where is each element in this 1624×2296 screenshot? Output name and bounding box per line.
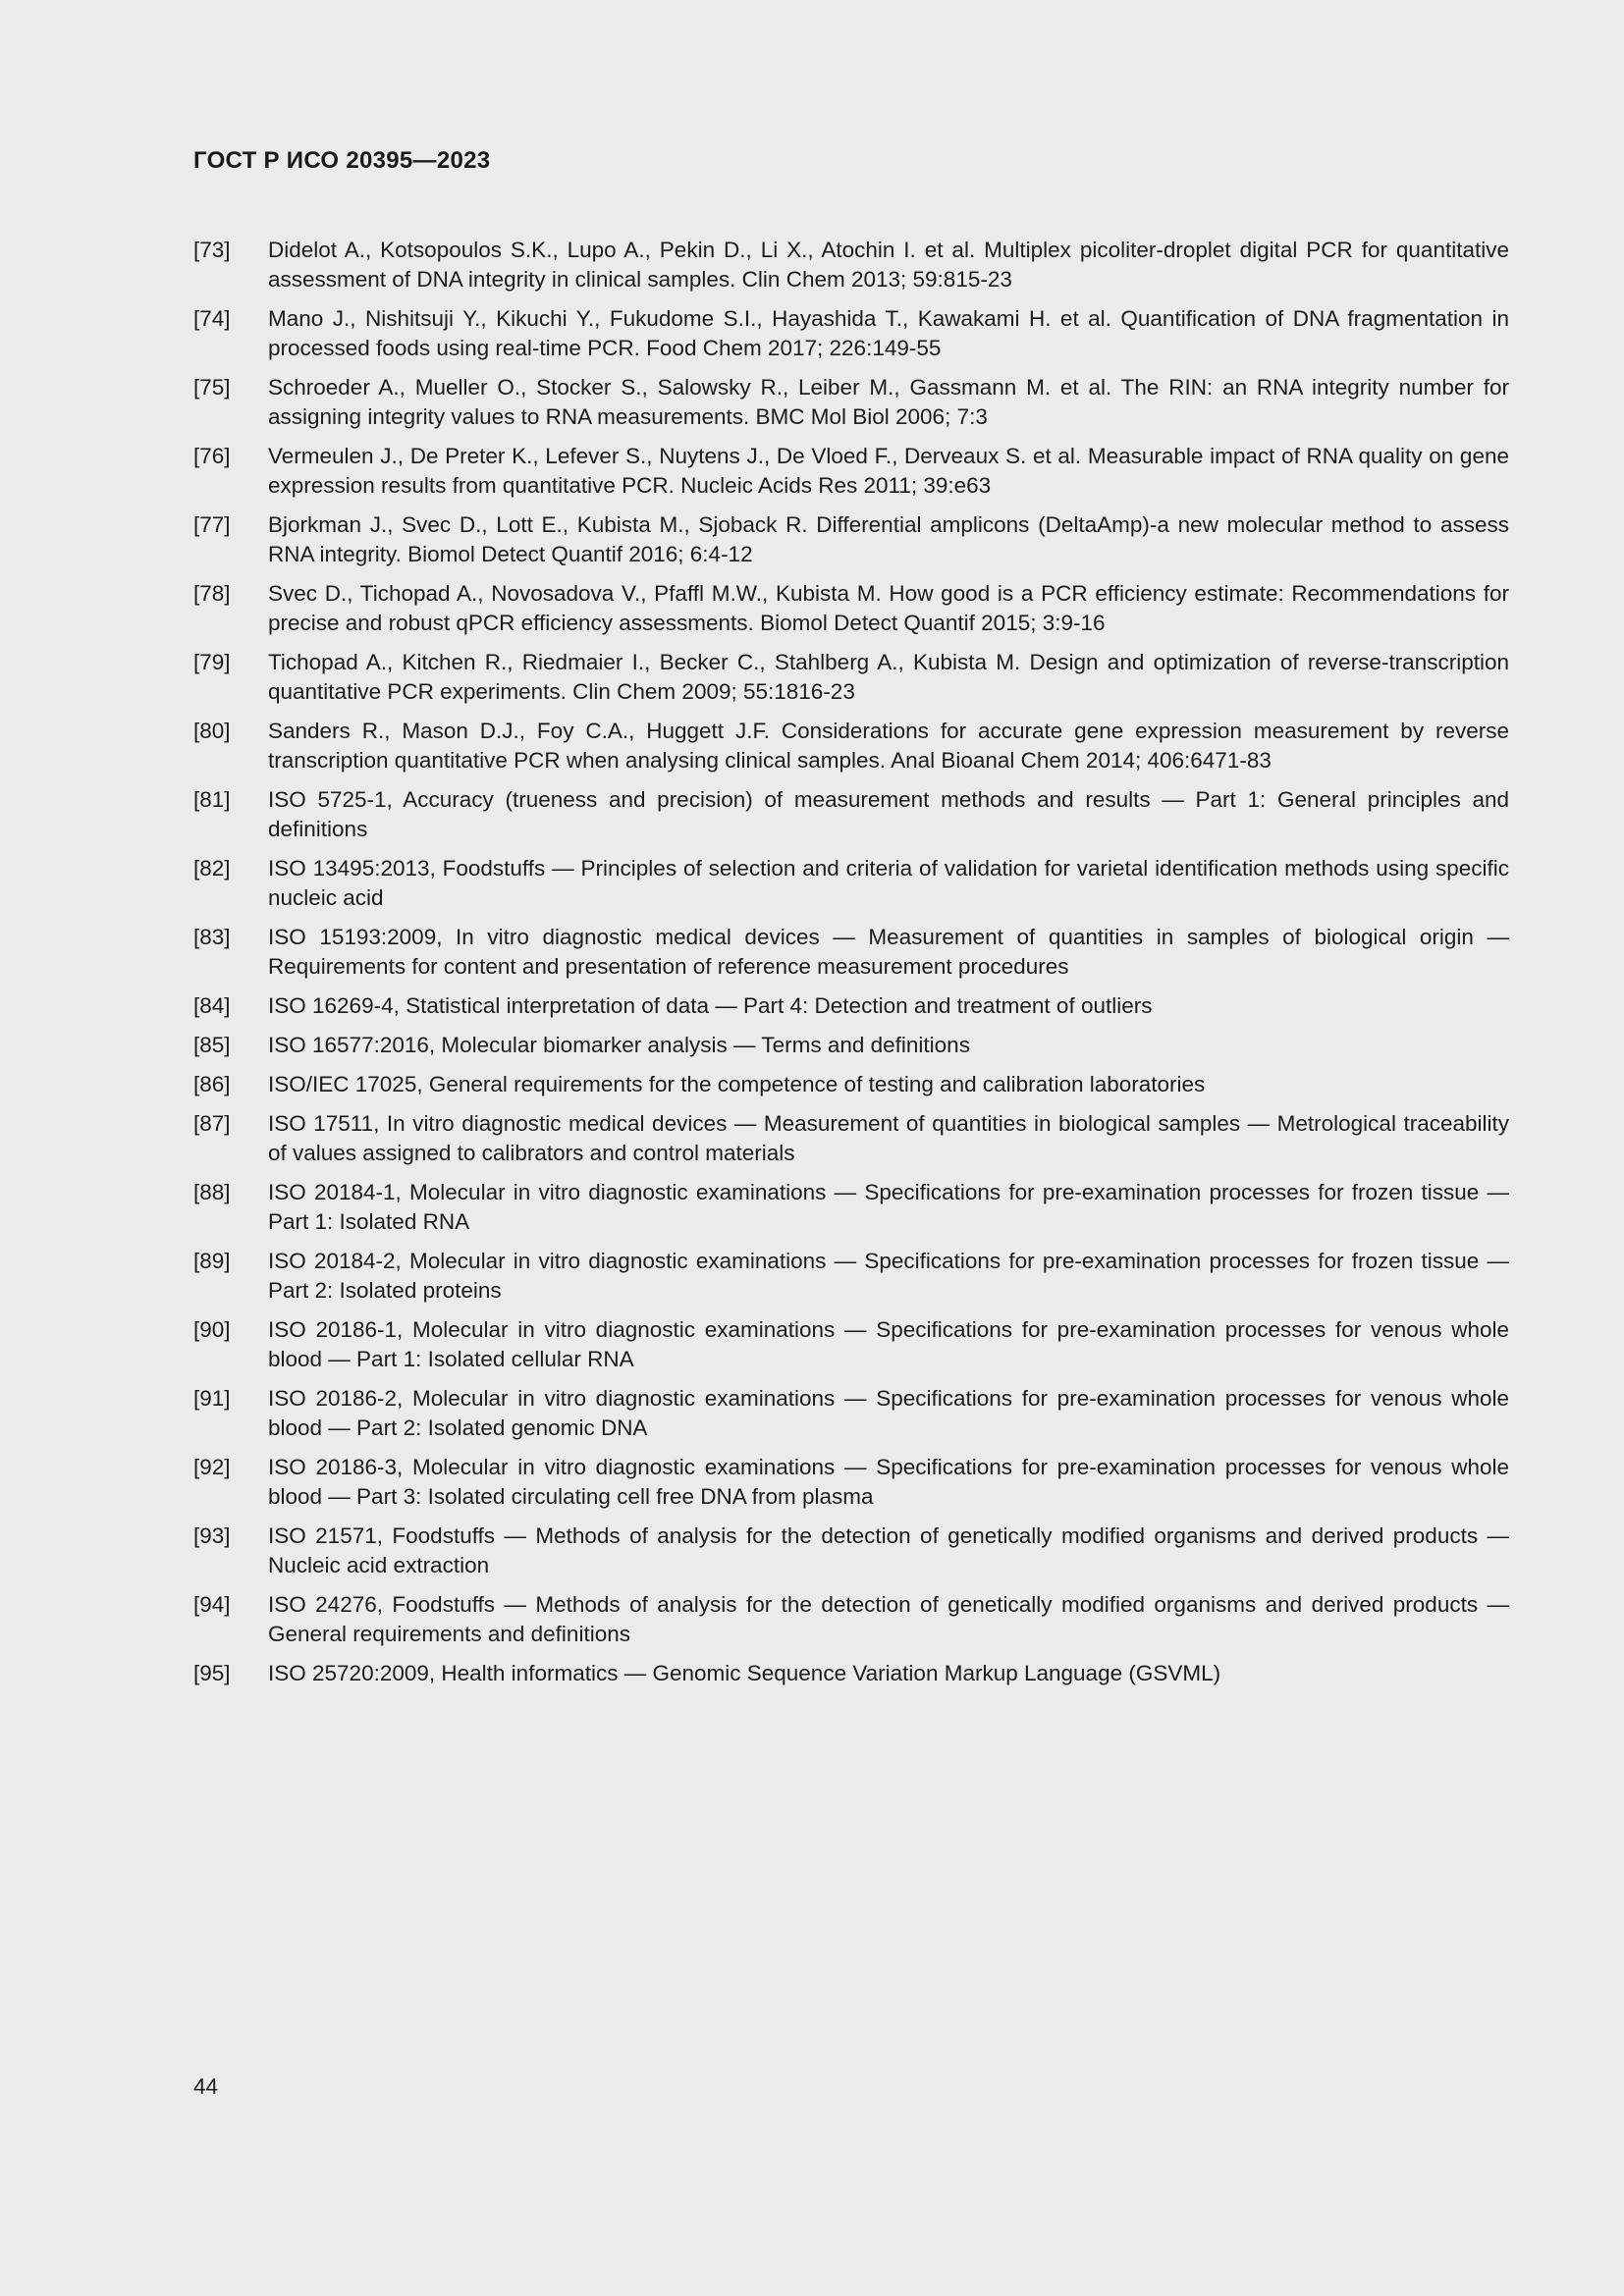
reference-item: [193, 1070, 1509, 1099]
reference-item: [193, 373, 1509, 432]
reference-text: ISO 20186-1, Molecular in vitro diagnostic examinations — Specifications for pre-examination processes for venous whole blood — Part 1: Isolated cellular RNA: [268, 1317, 1509, 1371]
reference-number: [87]: [193, 1111, 231, 1136]
reference-text: ISO 15193:2009, In vitro diagnostic medical devices — Measurement of quantities in samples of biological origin — Requirements for content and presentation of reference measurement procedures: [268, 925, 1509, 979]
reference-item: [193, 854, 1509, 913]
reference-item: [193, 1522, 1509, 1580]
reference-number: [84]: [193, 993, 231, 1018]
reference-item: [193, 991, 1509, 1021]
reference-text: Sanders R., Mason D.J., Foy C.A., Huggett J.F. Considerations for accurate gene expression measurement by reverse transcription quantitative PCR when analysing clinical samples. Anal Bioanal Chem 2014; 406:6471-83: [268, 719, 1509, 773]
reference-number: [76]: [193, 444, 231, 468]
reference-item: [193, 442, 1509, 501]
reference-item: [193, 1247, 1509, 1306]
reference-number: [78]: [193, 581, 231, 606]
reference-number: [83]: [193, 925, 231, 949]
reference-number: [92]: [193, 1455, 231, 1479]
reference-number: [73]: [193, 238, 231, 262]
reference-item: [193, 1109, 1509, 1168]
reference-item: [193, 236, 1509, 294]
reference-text: ISO 13495:2013, Foodstuffs — Principles of selection and criteria of validation for varietal identification methods using specific nucleic acid: [268, 856, 1509, 910]
reference-text: Mano J., Nishitsuji Y., Kikuchi Y., Fukudome S.I., Hayashida T., Kawakami H. et al. Quantification of DNA fragmentation in processed foods using real-time PCR. Food Chem 2017; 226:149-55: [268, 306, 1509, 360]
reference-item: [193, 1590, 1509, 1649]
reference-text: ISO 21571, Foodstuffs — Methods of analysis for the detection of genetically modified organisms and derived products — Nucleic acid extraction: [268, 1523, 1509, 1577]
reference-item: [193, 1315, 1509, 1374]
reference-item: [193, 923, 1509, 982]
reference-number: [75]: [193, 375, 231, 400]
reference-text: ISO 17511, In vitro diagnostic medical devices — Measurement of quantities in biological samples — Metrological traceability of values assigned to calibrators and control materials: [268, 1111, 1509, 1165]
reference-text: ISO 20186-2, Molecular in vitro diagnostic examinations — Specifications for pre-examination processes for venous whole blood — Part 2: Isolated genomic DNA: [268, 1386, 1509, 1440]
reference-item: [193, 717, 1509, 775]
reference-number: [85]: [193, 1033, 231, 1057]
reference-text: Svec D., Tichopad A., Novosadova V., Pfaffl M.W., Kubista M. How good is a PCR efficiency estimate: Recommendations for precise and robust qPCR efficiency assessments. Biomol Detect Quantif 2015; 3:9-16: [268, 581, 1509, 635]
reference-item: [193, 510, 1509, 569]
reference-number: [82]: [193, 856, 231, 881]
reference-number: [81]: [193, 787, 231, 812]
reference-item: [193, 785, 1509, 844]
reference-number: [93]: [193, 1523, 231, 1548]
reference-text: ISO/IEC 17025, General requirements for the competence of testing and calibration laboratories: [268, 1072, 1206, 1096]
reference-number: [90]: [193, 1317, 231, 1342]
reference-text: ISO 20186-3, Molecular in vitro diagnostic examinations — Specifications for pre-examination processes for venous whole blood — Part 3: Isolated circulating cell free DNA from plasma: [268, 1455, 1509, 1509]
page-number: 44: [193, 2074, 219, 2099]
reference-text: ISO 20184-1, Molecular in vitro diagnostic examinations — Specifications for pre-examination processes for frozen tissue — Part 1: Isolated RNA: [268, 1180, 1509, 1234]
reference-number: [91]: [193, 1386, 231, 1411]
reference-number: [89]: [193, 1249, 231, 1273]
bibliography-list: [193, 236, 1509, 1698]
reference-number: [95]: [193, 1661, 231, 1685]
reference-text: Didelot A., Kotsopoulos S.K., Lupo A., Pekin D., Li X., Atochin I. et al. Multiplex picoliter-droplet digital PCR for quantitative assessment of DNA integrity in clinical samples. Clin Chem 2013; 59:815-23: [268, 238, 1509, 292]
reference-text: ISO 24276, Foodstuffs — Methods of analysis for the detection of genetically modified organisms and derived products — General requirements and definitions: [268, 1592, 1509, 1646]
reference-item: [193, 1384, 1509, 1443]
reference-item: [193, 579, 1509, 638]
reference-text: ISO 20184-2, Molecular in vitro diagnostic examinations — Specifications for pre-examination processes for frozen tissue — Part 2: Isolated proteins: [268, 1249, 1509, 1303]
reference-number: [80]: [193, 719, 231, 743]
reference-number: [86]: [193, 1072, 231, 1096]
reference-item: [193, 1031, 1509, 1060]
reference-item: [193, 1453, 1509, 1512]
reference-text: ISO 25720:2009, Health informatics — Genomic Sequence Variation Markup Language (GSVML): [268, 1661, 1221, 1685]
reference-text: ISO 16269-4, Statistical interpretation of data — Part 4: Detection and treatment of outliers: [268, 993, 1153, 1018]
reference-text: Schroeder A., Mueller O., Stocker S., Salowsky R., Leiber M., Gassmann M. et al. The RIN: an RNA integrity number for assigning integrity values to RNA measurements. BMC Mol Biol 2006; 7:3: [268, 375, 1509, 429]
reference-number: [88]: [193, 1180, 231, 1204]
reference-text: ISO 16577:2016, Molecular biomarker analysis — Terms and definitions: [268, 1033, 970, 1057]
reference-number: [79]: [193, 650, 231, 674]
reference-number: [94]: [193, 1592, 231, 1617]
reference-item: [193, 304, 1509, 363]
reference-number: [74]: [193, 306, 231, 331]
reference-text: Vermeulen J., De Preter K., Lefever S., Nuytens J., De Vloed F., Derveaux S. et al. Measurable impact of RNA quality on gene expression results from quantitative PCR. Nucleic Acids Res 2011; 39:e63: [268, 444, 1509, 498]
reference-text: Bjorkman J., Svec D., Lott E., Kubista M., Sjoback R. Differential amplicons (DeltaAmp)-a new molecular method to assess RNA integrity. Biomol Detect Quantif 2016; 6:4-12: [268, 512, 1509, 566]
reference-item: [193, 1659, 1509, 1688]
reference-text: ISO 5725-1, Accuracy (trueness and precision) of measurement methods and results — Part 1: General principles and definitions: [268, 787, 1509, 841]
reference-item: [193, 1178, 1509, 1237]
reference-number: [77]: [193, 512, 231, 537]
reference-item: [193, 648, 1509, 707]
reference-text: Tichopad A., Kitchen R., Riedmaier I., Becker C., Stahlberg A., Kubista M. Design and optimization of reverse-transcription quantitative PCR experiments. Clin Chem 2009; 55:1816-23: [268, 650, 1509, 704]
document-header: ГОСТ Р ИСО 20395—2023: [193, 147, 491, 174]
